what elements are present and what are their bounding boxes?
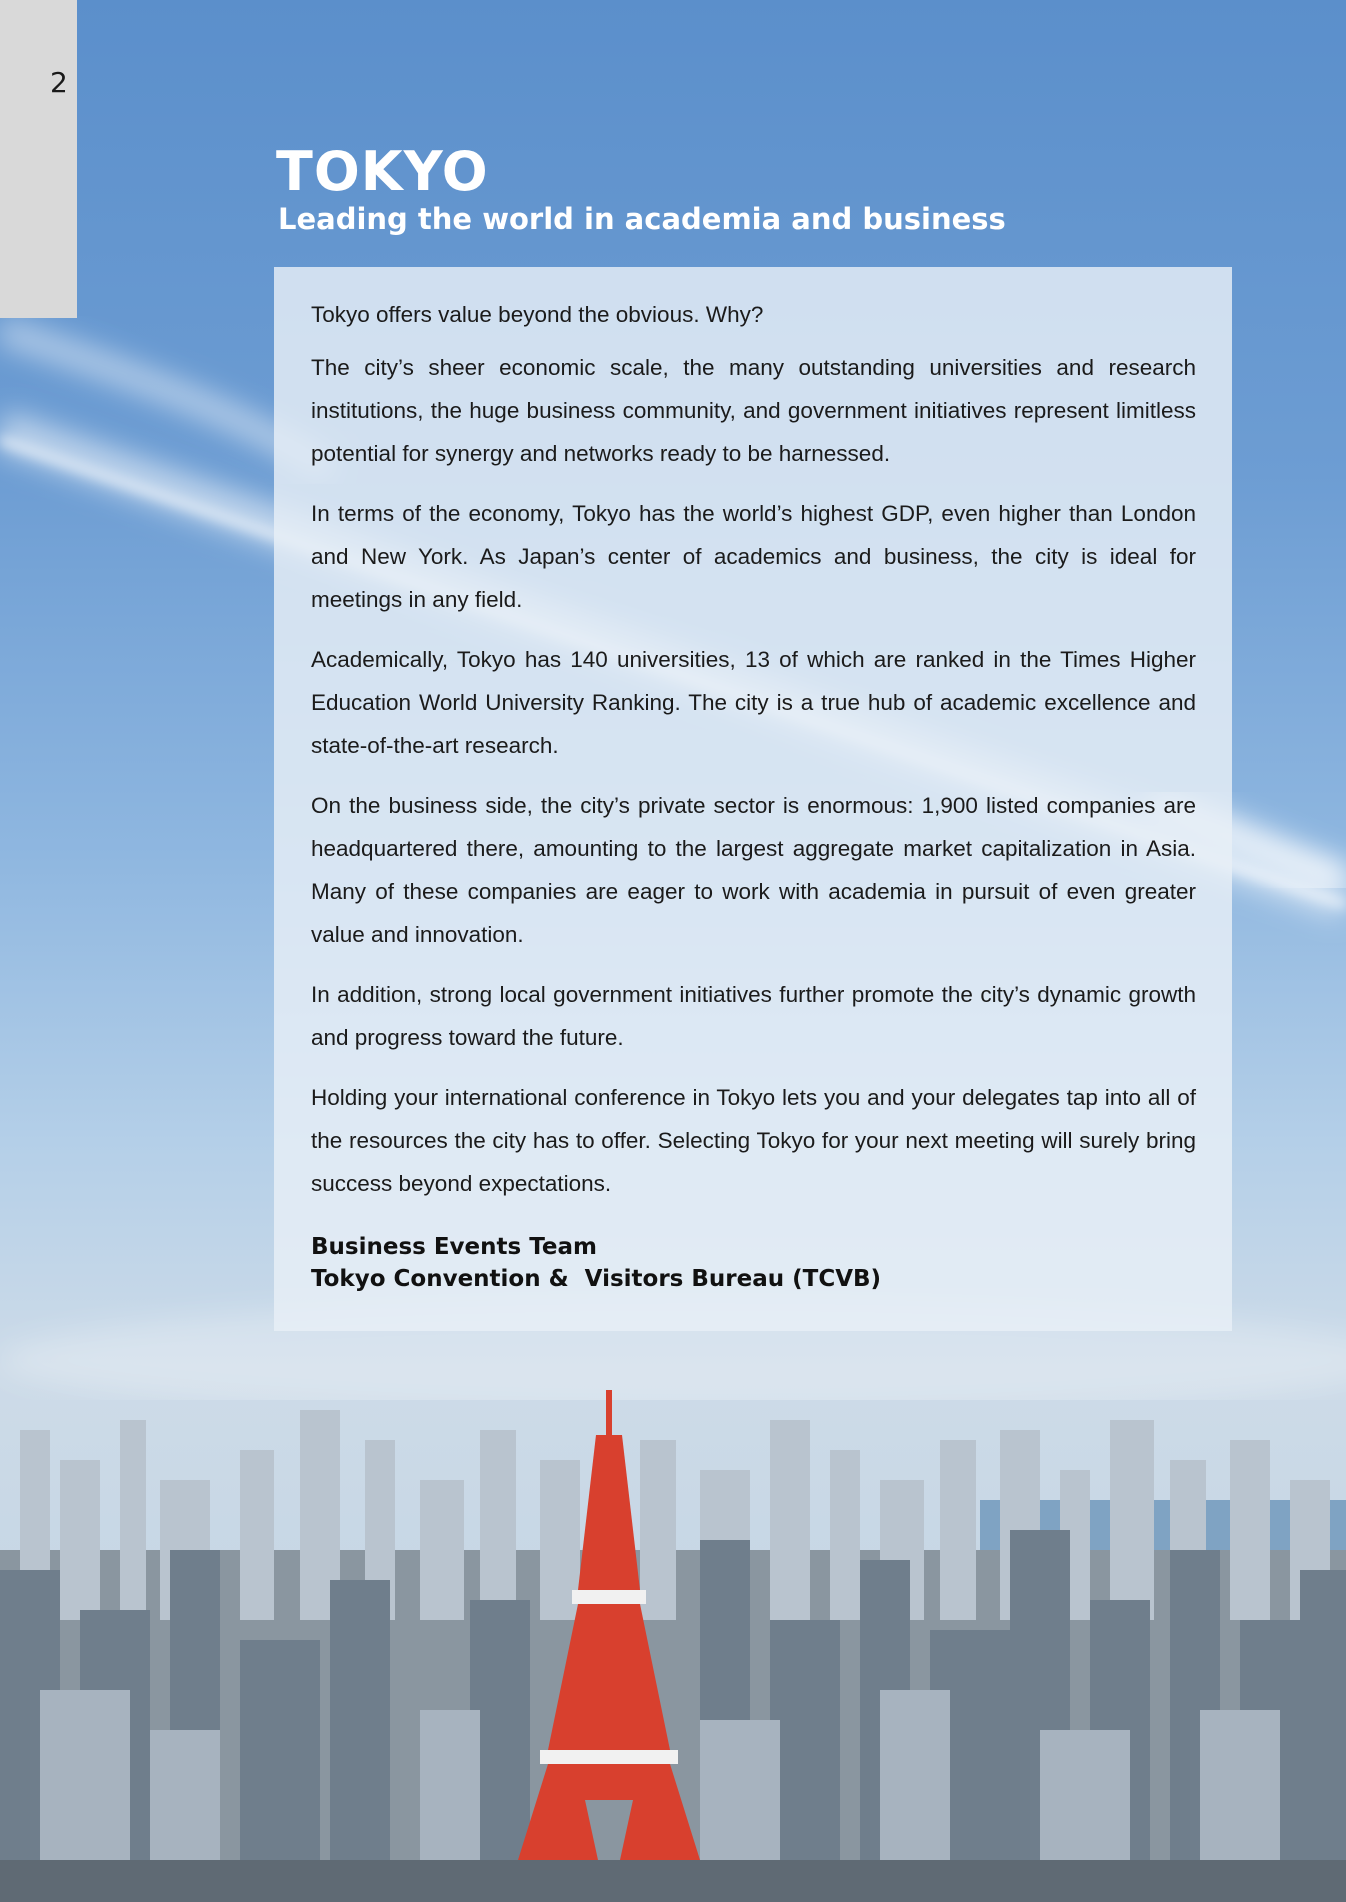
- text-panel: [274, 267, 1232, 1331]
- paragraph: In terms of the economy, Tokyo has the world’s highest GDP, even higher than London and New York. As Japan’s center of academics and business, the city is ideal for meetings in any field.: [311, 501, 1196, 612]
- signature-team: Business Events Team: [311, 1234, 597, 1260]
- signature-organization: Tokyo Convention & Visitors Bureau (TCVB): [311, 1266, 882, 1292]
- page-title: TOKYO: [276, 140, 489, 203]
- paragraph: In addition, strong local government initiatives further promote the city’s dynamic growth and progress toward the future.: [311, 982, 1196, 1050]
- paragraph: On the business side, the city’s private sector is enormous: 1,900 listed companies are headquartered there, amounting to the largest aggregate market capitalization in Asia. Many of these companies are eager to work with academia in pursuit of even greater value and innovation.: [311, 793, 1196, 947]
- paragraph: Holding your international conference in Tokyo lets you and your delegates tap into all of the resources the city has to offer. Selecting Tokyo for your next meeting will surely bring success beyond expectations.: [311, 1085, 1196, 1196]
- page-tab: [0, 0, 77, 318]
- lead-paragraph: Tokyo offers value beyond the obvious. Why?: [311, 302, 764, 327]
- paragraph: The city’s sheer economic scale, the many outstanding universities and research institutions, the huge business community, and government initiatives represent limitless potential for synergy and networks ready to be harnessed.: [311, 355, 1196, 466]
- signature: [311, 1231, 1196, 1295]
- page-subtitle: Leading the world in academia and business: [278, 202, 1006, 236]
- paragraph: Academically, Tokyo has 140 universities, 13 of which are ranked in the Times Higher Education World University Ranking. The city is a true hub of academic excellence and state-of-the-art research.: [311, 647, 1196, 758]
- city-skyline: [0, 1390, 1346, 1902]
- page-number: 2: [50, 66, 68, 99]
